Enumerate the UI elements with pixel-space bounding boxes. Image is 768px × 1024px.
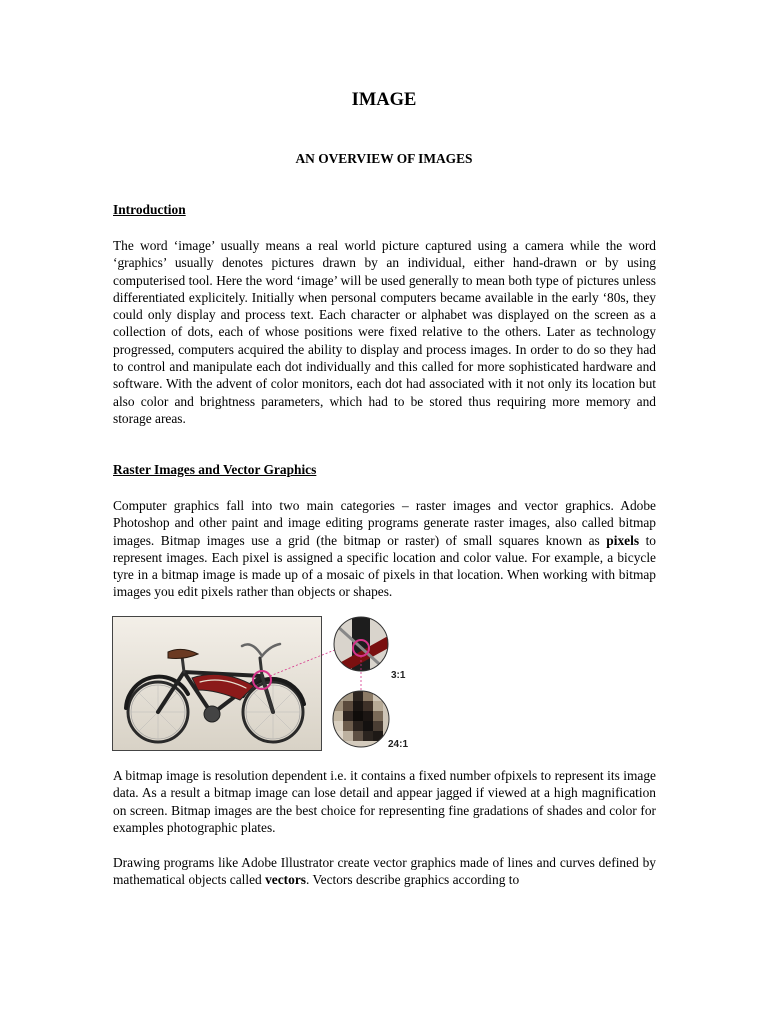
intro-paragraph: The word ‘image’ usually means a real world picture captured using a camera while the word ‘graphics’ usually denotes pictures drawn by an individual, either hand-drawn or by using computerised tool. Here the word ‘image’ will be used generally to mean both type of pictures unless differentiated explicitely. Initially when personal computers became available in the early ‘80s, they could only display and process text. Each character or alphabet was displayed on the screen as a collection of dots, each of whose positions were fixed relative to the others. Later as technology progressed, computers acquired the ability to display and process images. In order to do so they had to control and manipulate each dot individually and this called for more sophisticated hardware and software. With the advent of color monitors, each dot had associated with it not only its location but also color and brightness parameters, which had to be stored thus requiring more memory and storage areas. (113, 238, 656, 426)
zoom-24x-inset (332, 690, 393, 751)
document-subtitle: AN OVERVIEW OF IMAGES (295, 151, 473, 166)
term-vectors: vectors (265, 872, 306, 888)
zoom-label-3x: 3:1 (391, 670, 406, 681)
raster-paragraph: Computer graphics fall into two main categories – raster images and vector graphics. Adobe Photoshop and other paint and image editing programs generate raster images, also called bitmap images. Bitmap images use a grid (the bitmap or raster) of small squares known as pixels to represent images. Each pixel is assigned a specific location and color value. For example, a bicycle tyre in a bitmap image is made up of a mosaic of pixels in that location. When working with bitmap images you edit pixels rather than objects or shapes. (113, 498, 656, 600)
term-pixels: pixels (606, 532, 640, 548)
section-heading-introduction: Introduction (113, 202, 186, 217)
bicycle-bitmap-illustration (112, 616, 412, 752)
zoom-label-24x: 24:1 (388, 739, 409, 750)
section-heading-raster-vector: Raster Images and Vector Graphics (113, 462, 317, 477)
document-title: IMAGE (351, 90, 417, 110)
bicycle-figure (112, 616, 412, 752)
vector-paragraph: Drawing programs like Adobe Illustrator create vector graphics made of lines and curves defined by mathematical objects called vectors. Vectors describe graphics according to (113, 855, 656, 888)
bitmap-paragraph: A bitmap image is resolution dependent i.e. it contains a fixed number ofpixels to represent its image data. As a result a bitmap image can lose detail and appear jagged if viewed at a high magnification on screen. Bitmap images are the best choice for representing fine gradations of shades and color for examples photographic plates. (113, 768, 656, 835)
zoom-3x-inset (332, 616, 392, 676)
